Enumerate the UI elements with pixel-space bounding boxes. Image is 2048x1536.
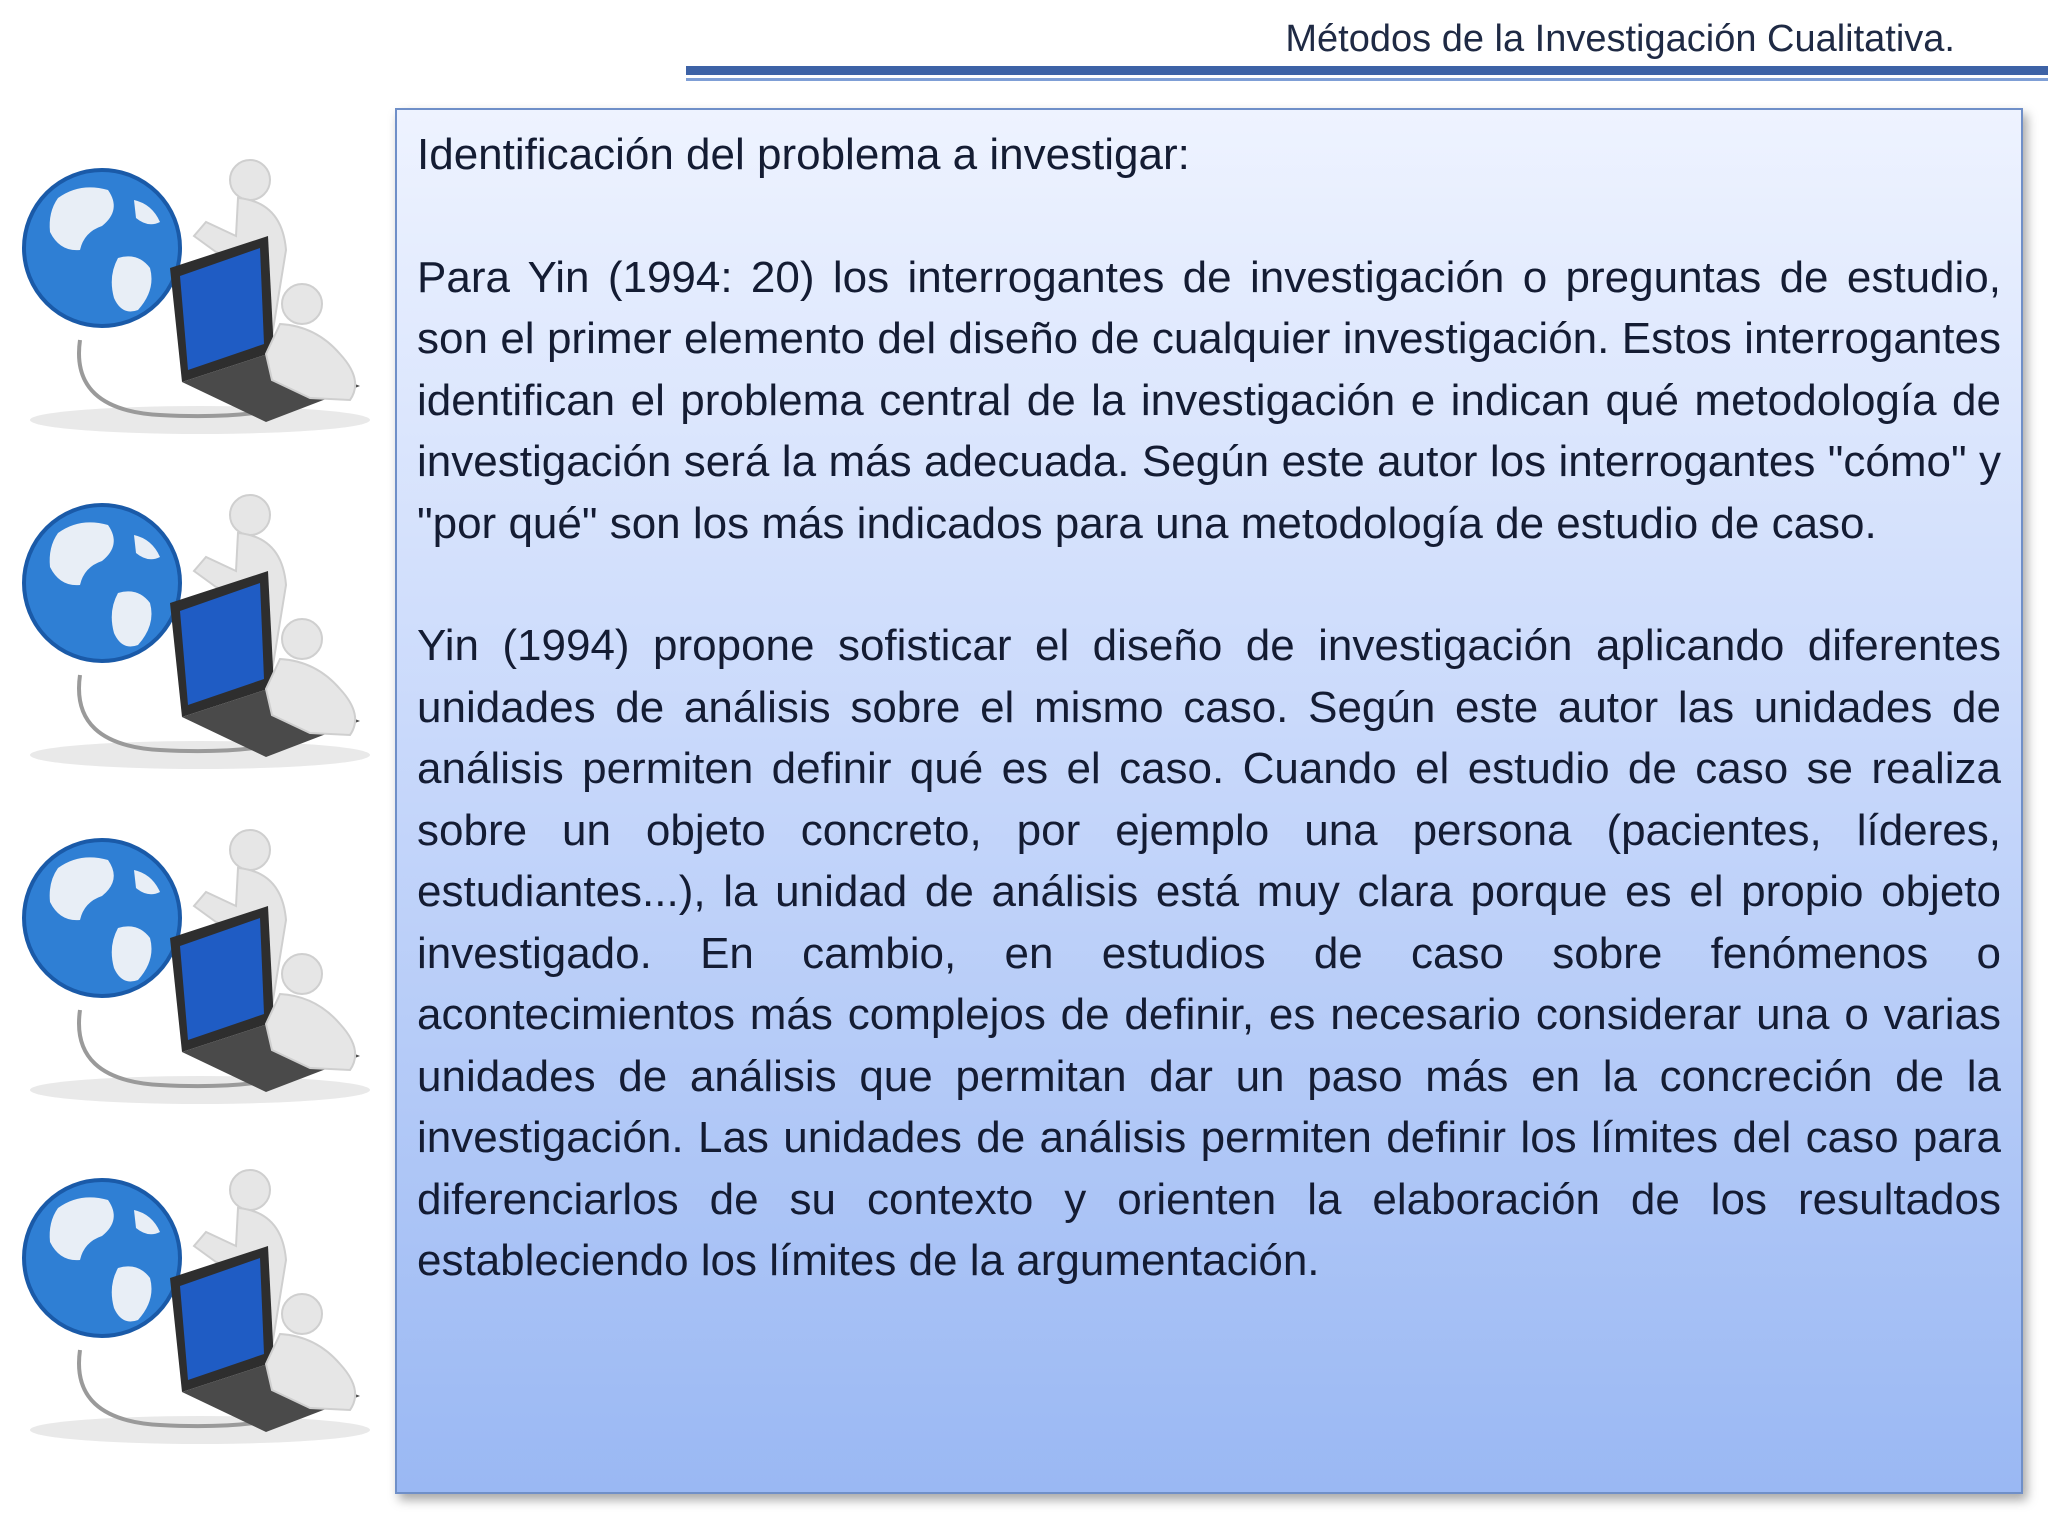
paragraph-2: Yin (1994) propone sofisticar el diseño de investigación aplicando diferentes unidades de análisis sobre el mismo caso. Según este autor las unidades de análisis permiten definir qué es el caso. Cuando el estudio de caso se realiza sobre un objeto concreto, por ejemplo una persona (pacientes, líderes, estudiantes...), la unidad de análisis está muy clara porque es el propio objeto investigado. En cambio, en estudios de caso sobre fenómenos o acontecimientos más complejos de definir, es necesario considerar una o varias unidades de análisis que permitan dar un paso más en la concreción de la investigación. Las unidades de análisis permiten definir los límites del caso para diferenciarlos de su contexto y orienten la elaboración de los resultados estableciendo los límites de la argumentación. (417, 621, 2001, 1285)
globe-laptop-figures-icon (10, 475, 380, 775)
globe-laptop-figures-icon (10, 1150, 380, 1450)
header-rule-thin (686, 78, 2048, 81)
content-box (395, 108, 2023, 1494)
globe-laptop-figures-icon (10, 140, 380, 440)
paragraph-1: Para Yin (1994: 20) los interrogantes de investigación o preguntas de estudio, son el primer elemento del diseño de cualquier investigación. Estos interrogantes identifican el problema central de la investigación e indican qué metodología de investigación será la más adecuada. Según este autor los interrogantes "cómo" y "por qué" son los más indicados para una metodología de estudio de caso. (417, 252, 2001, 548)
section-heading: Identificación del problema a investigar: (417, 130, 1190, 179)
header-rule-thick (686, 66, 2048, 75)
globe-laptop-figures-icon (10, 810, 380, 1110)
header-rule (686, 66, 2048, 84)
header-title: Métodos de la Investigación Cualitativa. (1285, 18, 1955, 60)
